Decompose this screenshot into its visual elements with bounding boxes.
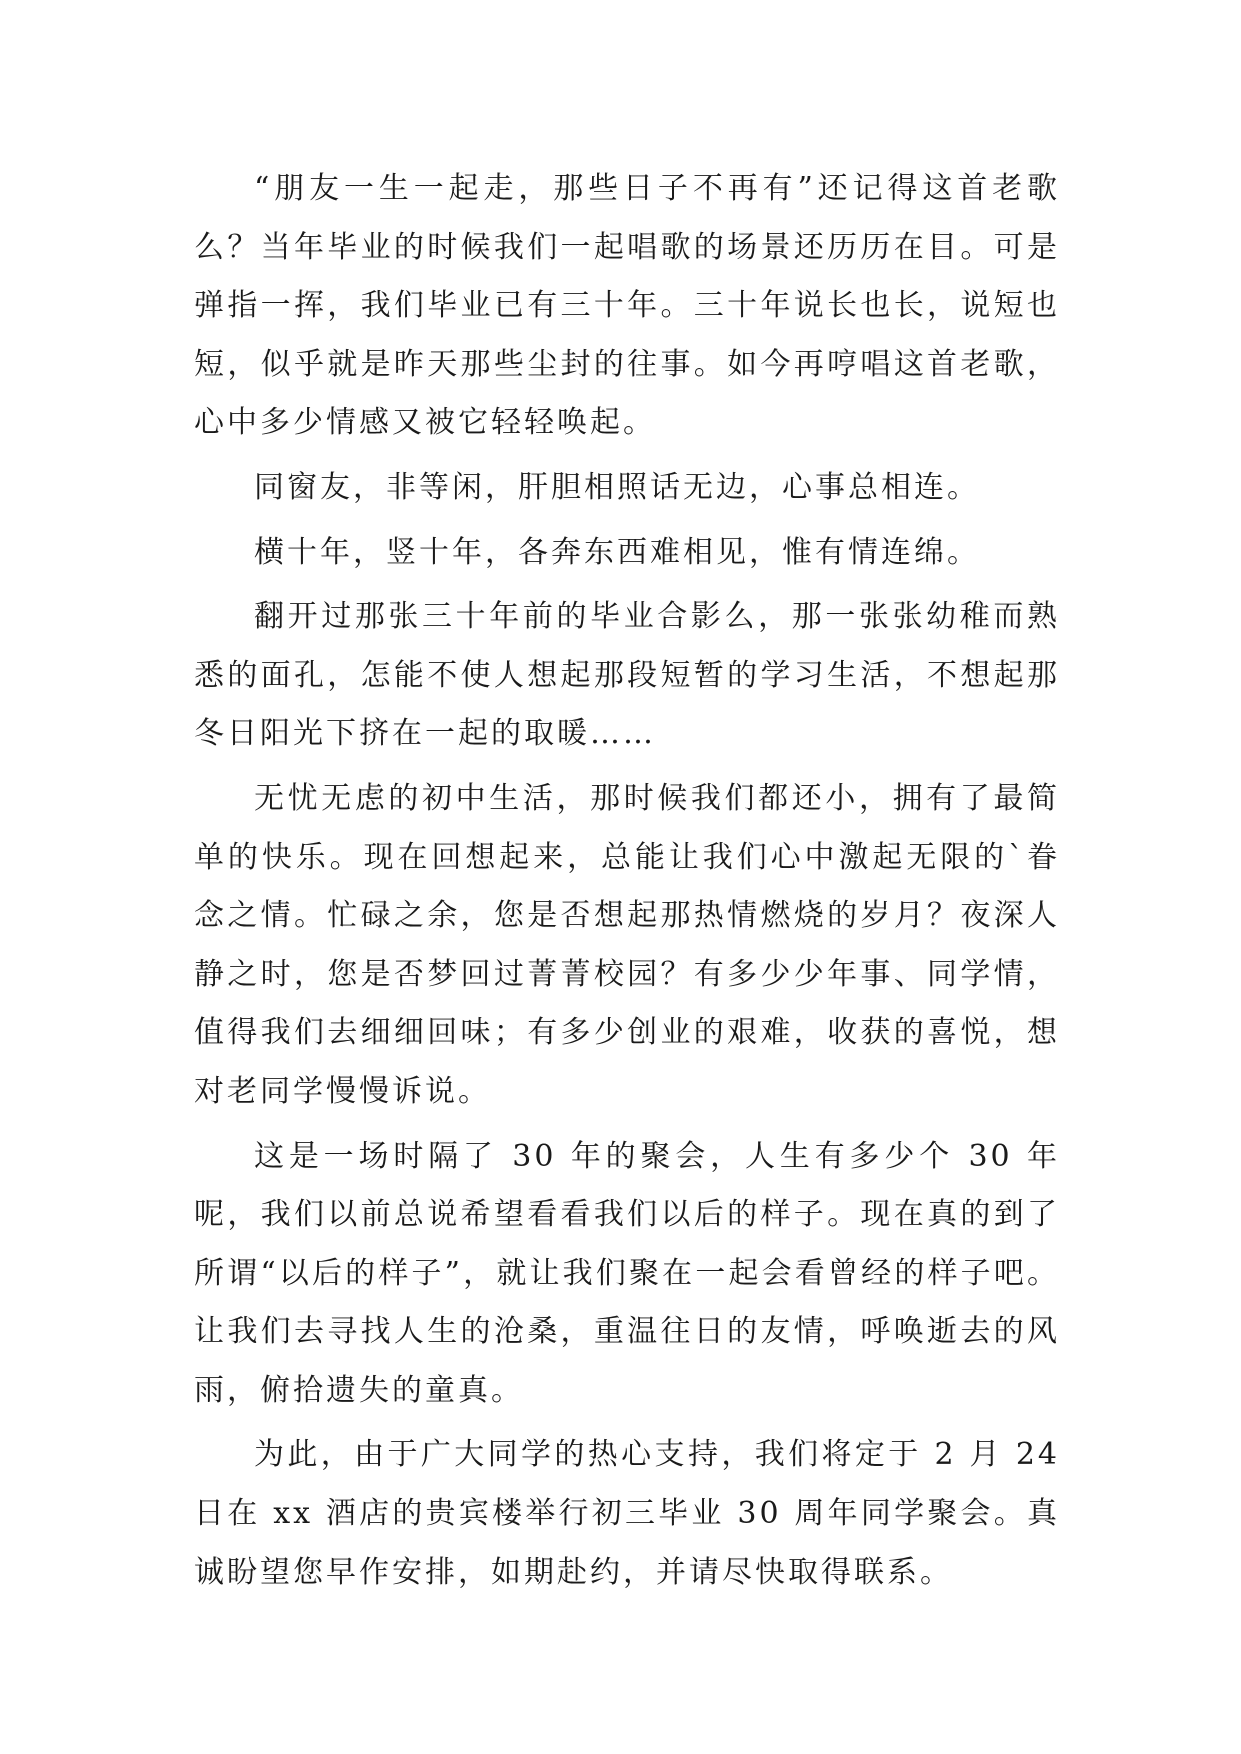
paragraph-opening: “朋友一生一起走，那些日子不再有”还记得这首老歌么？当年毕业的时候我们一起唱歌的场景还历历在目。可是弹指一挥，我们毕业已有三十年。三十年说长也长，说短也短，似乎就是昨天那些尘封的往事。如今再哼唱这首老歌，心中多少情感又被它轻轻唤起。 bbox=[194, 171, 1060, 441]
paragraph-school-life: 无忧无虑的初中生活，那时候我们都还小，拥有了最简单的快乐。现在回想起来，总能让我们心中激起无限的`眷念之情。忙碌之余，您是否想起那热情燃烧的岁月？夜深人静之时，您是否梦回过菁菁校园？有多少少年事、同学情，值得我们去细细回味；有多少创业的艰难，收获的喜悦，想对老同学慢慢诉说。 bbox=[194, 780, 1060, 1109]
paragraph-verse-2: 横十年，竖十年，各奔东西难相见，惟有情连绵。 bbox=[254, 534, 980, 570]
paragraph-verse-1: 同窗友，非等闲，肝胆相照话无边，心事总相连。 bbox=[254, 469, 980, 505]
paragraph-photo-memory: 翻开过那张三十年前的毕业合影么，那一张张幼稚而熟悉的面孔，怎能不使人想起那段短暂的学习生活，不想起那冬日阳光下挤在一起的取暖…… bbox=[194, 599, 1060, 752]
paragraph-invitation: 为此，由于广大同学的热心支持，我们将定于 2 月 24 日在 xx 酒店的贵宾楼举行初三毕业 30 周年同学聚会。真诚盼望您早作安排，如期赴约，并请尽快取得联系。 bbox=[194, 1437, 1060, 1590]
document-body bbox=[194, 160, 1060, 1608]
paragraph-reunion: 这是一场时隔了 30 年的聚会，人生有多少个 30 年呢，我们以前总说希望看看我们以后的样子。现在真的到了所谓“以后的样子”，就让我们聚在一起会看曾经的样子吧。让我们去寻找人生的沧桑，重温往日的友情，呼唤逝去的风雨，俯拾遗失的童真。 bbox=[194, 1138, 1060, 1408]
